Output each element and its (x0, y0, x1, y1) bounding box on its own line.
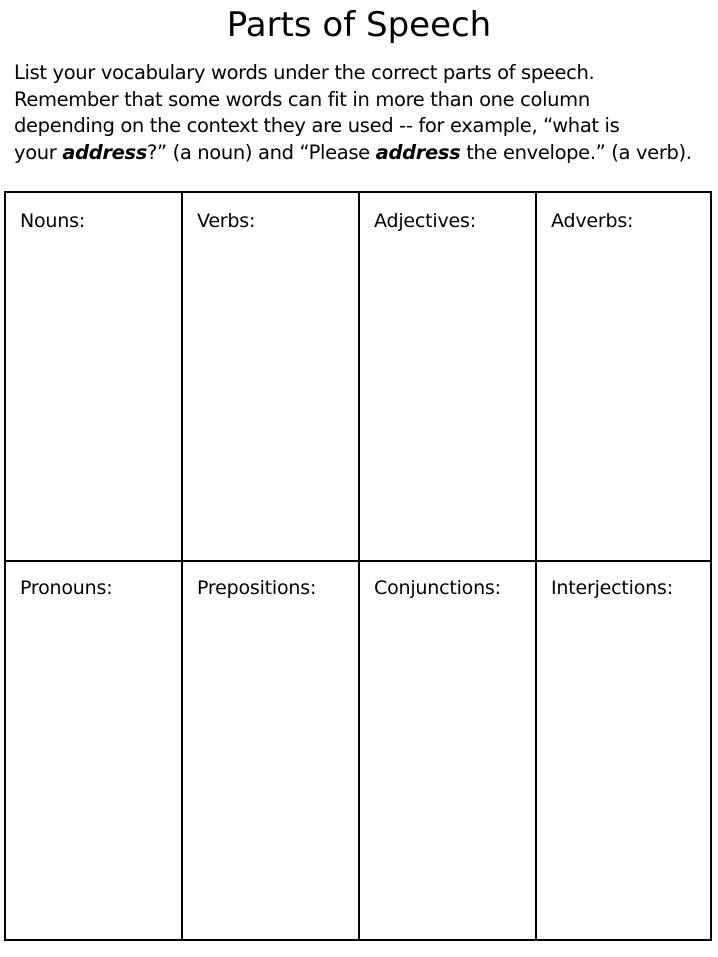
verbs-label: Verbs: (197, 210, 256, 232)
instructions-text: your (14, 140, 63, 164)
adjectives-label: Adjectives: (374, 210, 476, 232)
adverbs-label: Adverbs: (551, 210, 634, 232)
example-word-emphasis: address (62, 140, 147, 164)
adjectives-cell[interactable] (360, 193, 537, 562)
prepositions-cell[interactable] (183, 562, 360, 939)
nouns-label: Nouns: (20, 210, 86, 232)
conjunctions-label: Conjunctions: (374, 577, 501, 599)
interjections-label: Interjections: (551, 577, 673, 599)
pronouns-label: Pronouns: (20, 577, 113, 599)
instructions-line-1: List your vocabulary words under the correct parts of speech. (14, 61, 595, 84)
conjunctions-cell[interactable] (360, 562, 537, 939)
adverbs-cell[interactable] (537, 193, 710, 562)
instructions-text: ?” (a noun) and “Please (146, 140, 376, 164)
parts-of-speech-table (4, 191, 712, 941)
instructions-paragraph (14, 60, 714, 166)
prepositions-label: Prepositions: (197, 577, 317, 599)
example-word-emphasis: address (375, 140, 461, 164)
verbs-cell[interactable] (183, 193, 360, 562)
worksheet-title: Parts of Speech (226, 5, 492, 45)
pronouns-cell[interactable] (6, 562, 183, 939)
instructions-text: the envelope.” (a verb). (460, 140, 692, 164)
interjections-cell[interactable] (537, 562, 710, 939)
instructions-line-4 (14, 140, 714, 167)
instructions-line-2: Remember that some words can fit in more than one column (14, 87, 590, 111)
nouns-cell[interactable] (6, 193, 183, 562)
instructions-line-3: depending on the context they are used -- for example, “what is (14, 114, 620, 137)
